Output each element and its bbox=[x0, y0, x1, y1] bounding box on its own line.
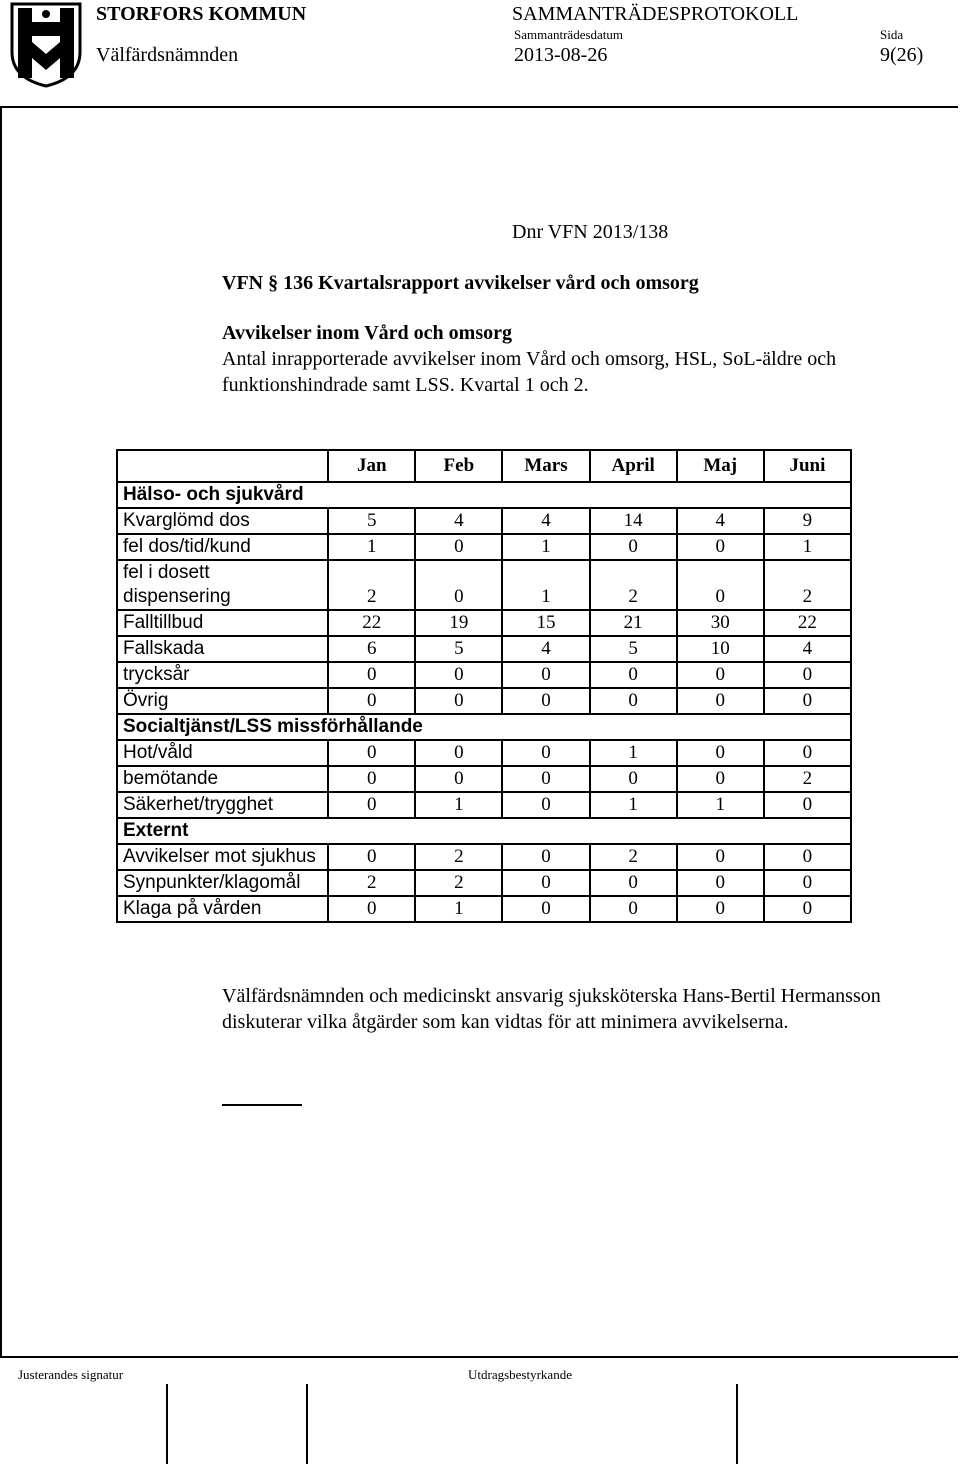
value-cell: 5 bbox=[328, 508, 415, 534]
value-cell: 9 bbox=[764, 508, 851, 534]
header-divider bbox=[0, 106, 958, 108]
value-cell: 0 bbox=[590, 896, 677, 922]
table-row bbox=[117, 662, 851, 688]
value-cell: 2 bbox=[590, 844, 677, 870]
page-number: 9(26) bbox=[880, 44, 924, 66]
value-cell: 0 bbox=[502, 896, 589, 922]
section-title: Externt bbox=[117, 818, 851, 844]
value-cell: 5 bbox=[590, 636, 677, 662]
value-cell: 0 bbox=[328, 740, 415, 766]
value-cell: 19 bbox=[415, 610, 502, 636]
value-cell: 1 bbox=[764, 534, 851, 560]
header-blank-cell bbox=[117, 450, 328, 482]
value-cell: 0 bbox=[677, 662, 764, 688]
value-cell: 0 bbox=[677, 560, 764, 610]
row-label: Avvikelser mot sjukhus bbox=[117, 844, 328, 870]
row-label: Hot/våld bbox=[117, 740, 328, 766]
row-label: Säkerhet/trygghet bbox=[117, 792, 328, 818]
row-label: fel dos/tid/kund bbox=[117, 534, 328, 560]
end-rule bbox=[222, 1104, 302, 1106]
closing-paragraph: Välfärdsnämnden och medicinskt ansvarig sjuksköterska Hans-Bertil Hermansson diskuterar vilka åtgärder som kan vidtas för att minimera avvikelserna. bbox=[222, 985, 881, 1033]
value-cell: 0 bbox=[677, 844, 764, 870]
value-cell: 2 bbox=[764, 560, 851, 610]
section-row bbox=[117, 818, 851, 844]
value-cell: 0 bbox=[677, 870, 764, 896]
value-cell: 0 bbox=[677, 766, 764, 792]
value-cell: 0 bbox=[328, 896, 415, 922]
value-cell: 5 bbox=[415, 636, 502, 662]
value-cell: 2 bbox=[415, 844, 502, 870]
value-cell: 1 bbox=[328, 534, 415, 560]
signature-box-divider bbox=[166, 1384, 168, 1464]
value-cell: 0 bbox=[328, 792, 415, 818]
value-cell: 0 bbox=[764, 870, 851, 896]
value-cell: 0 bbox=[677, 534, 764, 560]
value-cell: 0 bbox=[415, 688, 502, 714]
value-cell: 0 bbox=[764, 896, 851, 922]
table-row bbox=[117, 740, 851, 766]
value-cell: 4 bbox=[502, 508, 589, 534]
signature-box-divider bbox=[306, 1384, 308, 1464]
value-cell: 22 bbox=[764, 610, 851, 636]
table-row bbox=[117, 896, 851, 922]
row-label: Synpunkter/klagomål bbox=[117, 870, 328, 896]
row-label: Klaga på vården bbox=[117, 896, 328, 922]
value-cell: 1 bbox=[590, 740, 677, 766]
date-label: Sammanträdesdatum bbox=[514, 27, 624, 42]
value-cell: 4 bbox=[502, 636, 589, 662]
value-cell: 22 bbox=[328, 610, 415, 636]
table-row bbox=[117, 688, 851, 714]
row-label: Fallskada bbox=[117, 636, 328, 662]
left-margin-rule bbox=[0, 108, 2, 1358]
value-cell: 1 bbox=[415, 896, 502, 922]
column-header: Juni bbox=[764, 450, 851, 482]
value-cell: 0 bbox=[677, 740, 764, 766]
row-label: trycksår bbox=[117, 662, 328, 688]
value-cell: 1 bbox=[590, 792, 677, 818]
column-header: Jan bbox=[328, 450, 415, 482]
value-cell: 0 bbox=[502, 792, 589, 818]
value-cell: 0 bbox=[415, 740, 502, 766]
signature-box-divider bbox=[736, 1384, 738, 1464]
value-cell: 0 bbox=[328, 844, 415, 870]
deviations-table bbox=[116, 449, 852, 923]
value-cell: 4 bbox=[677, 508, 764, 534]
municipality-crest-logo bbox=[10, 2, 82, 88]
table-header-row bbox=[117, 450, 851, 482]
column-header: April bbox=[590, 450, 677, 482]
table-row bbox=[117, 636, 851, 662]
section-title: Socialtjänst/LSS missförhållande bbox=[117, 714, 851, 740]
row-label: fel i dosett dispensering bbox=[117, 560, 328, 610]
value-cell: 0 bbox=[415, 662, 502, 688]
value-cell: 2 bbox=[328, 870, 415, 896]
value-cell: 0 bbox=[764, 740, 851, 766]
signature-label: Justerandes signatur bbox=[18, 1367, 124, 1382]
committee-name: Välfärdsnämnden bbox=[96, 44, 239, 66]
section-row bbox=[117, 482, 851, 508]
value-cell: 1 bbox=[502, 534, 589, 560]
table-row bbox=[117, 870, 851, 896]
value-cell: 0 bbox=[590, 662, 677, 688]
column-header: Maj bbox=[677, 450, 764, 482]
section-heading: VFN § 136 Kvartalsrapport avvikelser vård och omsorg bbox=[222, 272, 699, 294]
value-cell: 2 bbox=[590, 560, 677, 610]
value-cell: 14 bbox=[590, 508, 677, 534]
value-cell: 0 bbox=[502, 740, 589, 766]
column-header: Feb bbox=[415, 450, 502, 482]
meeting-date: 2013-08-26 bbox=[514, 44, 608, 66]
value-cell: 0 bbox=[415, 766, 502, 792]
document-type: SAMMANTRÄDESPROTOKOLL bbox=[512, 3, 799, 25]
section-title: Hälso- och sjukvård bbox=[117, 482, 851, 508]
value-cell: 0 bbox=[328, 662, 415, 688]
subheading: Avvikelser inom Vård och omsorg bbox=[222, 322, 512, 344]
table-row bbox=[117, 610, 851, 636]
value-cell: 0 bbox=[415, 534, 502, 560]
value-cell: 0 bbox=[328, 766, 415, 792]
extract-label: Utdragsbestyrkande bbox=[468, 1367, 572, 1382]
table-row bbox=[117, 534, 851, 560]
value-cell: 10 bbox=[677, 636, 764, 662]
table-row bbox=[117, 766, 851, 792]
value-cell: 0 bbox=[502, 662, 589, 688]
value-cell: 4 bbox=[415, 508, 502, 534]
value-cell: 0 bbox=[764, 792, 851, 818]
value-cell: 0 bbox=[415, 560, 502, 610]
value-cell: 6 bbox=[328, 636, 415, 662]
case-number: Dnr VFN 2013/138 bbox=[512, 221, 669, 243]
value-cell: 0 bbox=[502, 688, 589, 714]
page-label: Sida bbox=[880, 27, 904, 42]
value-cell: 1 bbox=[415, 792, 502, 818]
organization-name: STORFORS KOMMUN bbox=[96, 3, 307, 25]
section-row bbox=[117, 714, 851, 740]
table-row bbox=[117, 844, 851, 870]
footer-divider bbox=[0, 1356, 958, 1358]
value-cell: 0 bbox=[502, 766, 589, 792]
value-cell: 0 bbox=[590, 870, 677, 896]
value-cell: 1 bbox=[502, 560, 589, 610]
value-cell: 0 bbox=[677, 896, 764, 922]
column-header: Mars bbox=[502, 450, 589, 482]
value-cell: 0 bbox=[677, 688, 764, 714]
value-cell: 0 bbox=[764, 844, 851, 870]
table-row bbox=[117, 560, 851, 610]
value-cell: 4 bbox=[764, 636, 851, 662]
value-cell: 30 bbox=[677, 610, 764, 636]
value-cell: 21 bbox=[590, 610, 677, 636]
value-cell: 1 bbox=[677, 792, 764, 818]
table-row bbox=[117, 508, 851, 534]
value-cell: 0 bbox=[590, 688, 677, 714]
row-label: Falltillbud bbox=[117, 610, 328, 636]
value-cell: 0 bbox=[502, 870, 589, 896]
value-cell: 0 bbox=[502, 844, 589, 870]
value-cell: 2 bbox=[328, 560, 415, 610]
value-cell: 0 bbox=[764, 662, 851, 688]
row-label: Kvarglömd dos bbox=[117, 508, 328, 534]
value-cell: 2 bbox=[415, 870, 502, 896]
value-cell: 15 bbox=[502, 610, 589, 636]
row-label: Övrig bbox=[117, 688, 328, 714]
intro-paragraph: Antal inrapporterade avvikelser inom Vård och omsorg, HSL, SoL-äldre och funktionshindrade samt LSS. Kvartal 1 och 2. bbox=[222, 348, 837, 396]
value-cell: 0 bbox=[590, 534, 677, 560]
table-row bbox=[117, 792, 851, 818]
value-cell: 0 bbox=[764, 688, 851, 714]
value-cell: 0 bbox=[328, 688, 415, 714]
row-label: bemötande bbox=[117, 766, 328, 792]
value-cell: 2 bbox=[764, 766, 851, 792]
value-cell: 0 bbox=[590, 766, 677, 792]
